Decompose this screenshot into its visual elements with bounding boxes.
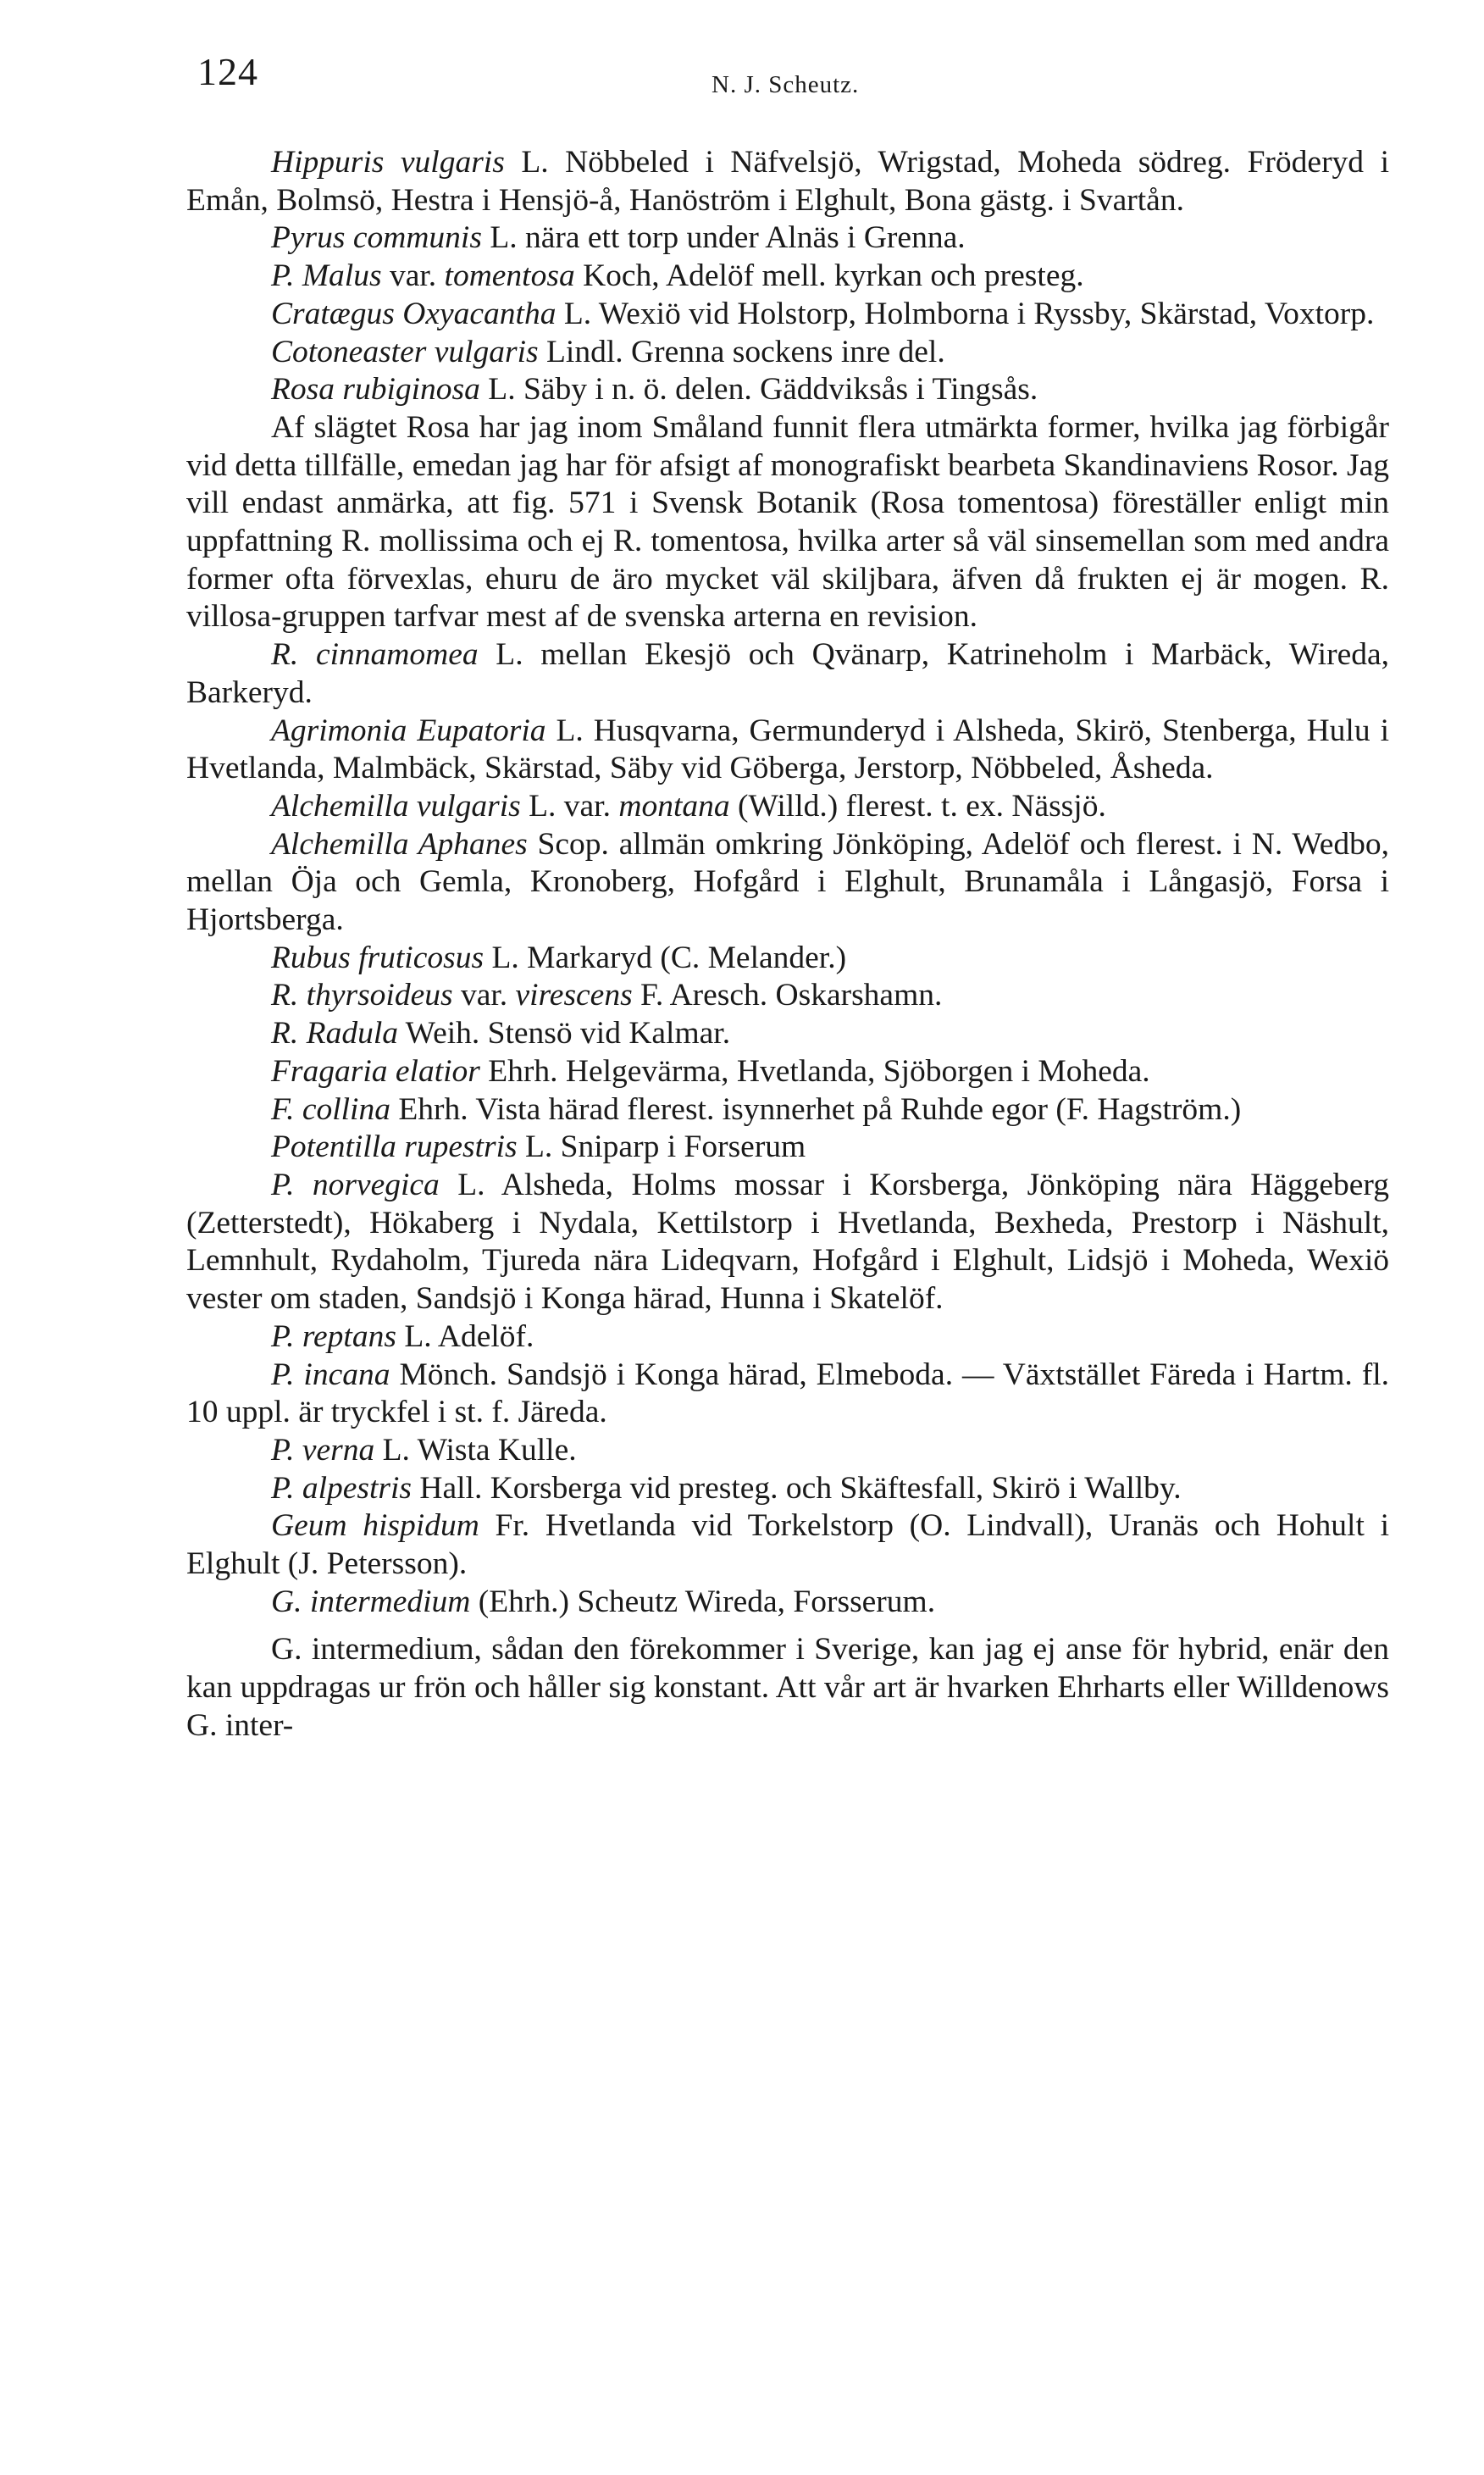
entry-potentilla-verna [186,1432,1389,1470]
entry-text: L. Säby i n. ö. delen. Gäddviksås i Tingsås. [479,372,1038,408]
taxon-name: Hippuris vulgaris [271,145,505,180]
body-text [186,144,1389,1745]
taxon-name: R. Radula [271,1016,398,1052]
taxon-name: Cotoneaster vulgaris [271,334,539,369]
taxon-name: Rubus fruticosus [271,940,485,975]
taxon-name: P. verna [271,1432,375,1468]
entry-text: L. Nöbbeled i Näfvelsjö, Wrigstad, Moheda södreg. Fröderyd i Emån, Bolmsö, Hestra i Hensjö-å, Hanöström i Elghult, Bona gästg. i Svartån. [186,145,1389,218]
entry-text-2: F. Aresch. Oskarshamn. [632,978,943,1013]
entry-agrimonia [186,713,1389,788]
entry-fragaria-elatior [186,1053,1389,1091]
entry-text: L. mellan Ekesjö och Qvänarp, Katrineholm i Marbäck, Wireda, Barkeryd. [186,637,1389,710]
entry-rubus-fruticosus [186,940,1389,978]
entry-text: L. Alsheda, Holms mossar i Korsberga, Jönköping nära Häggeberg (Zetterstedt), Hökaberg i Nydala, Kettilstorp i Hvetlanda, Bexheda, Prestorp i Näshult, Lemnhult, Rydaholm, Tjureda nära Lideqvarn, Hofgård i Elghult, Lidsjö i Moheda, Wexiö vester om staden, Sandsjö i Konga härad, Hunna i Skatelöf. [186,1167,1389,1317]
entry-rubus-thyrsoideus [186,977,1389,1015]
entry-potentilla-incana [186,1357,1389,1432]
taxon-name: Fragaria elatior [271,1053,480,1089]
page-number: 124 [197,50,258,93]
taxon-name: Rosa rubiginosa [271,372,480,408]
taxon-name: Agrimonia Eupatoria [271,713,546,748]
entry-hippuris [186,144,1389,219]
taxon-name: P. incana [271,1357,390,1392]
taxon-name: R. thyrsoideus [271,978,453,1013]
entry-text: Hall. Korsberga vid presteg. och Skäftesfall, Skirö i Wallby. [412,1470,1182,1506]
taxon-name: P. alpestris [271,1470,413,1506]
entry-pyrus-communis [186,219,1389,258]
entry-alchemilla-vulgaris [186,788,1389,826]
entry-potentilla-rupestris [186,1129,1389,1167]
entry-text: Mönch. Sandsjö i Konga härad, Elmeboda. — Växtstället Färeda i Hartm. fl. 10 uppl. är tryckfel i st. f. Järeda. [186,1357,1389,1430]
entry-text: L. Wista Kulle. [374,1432,577,1468]
entry-text: Fr. Hvetlanda vid Torkelstorp (O. Lindvall), Uranäs och Hohult i Elghult (J. Petersson). [186,1508,1389,1582]
taxon-name: Cratægus Oxyacantha [271,296,556,331]
entry-text: Ehrh. Vista härad flerest. isynnerhet på Ruhde egor (F. Hagström.) [390,1091,1242,1127]
entry-text: Weih. Stensö vid Kalmar. [397,1016,731,1052]
taxon-name: F. collina [271,1091,390,1127]
entry-text: (Ehrh.) Scheutz Wireda, Forsserum. [470,1584,936,1619]
entry-text: L. nära ett torp under Alnäs i Grenna. [481,220,966,256]
entry-potentilla-alpestris [186,1470,1389,1508]
entry-cotoneaster [186,334,1389,372]
entry-potentilla-norvegica [186,1167,1389,1318]
entry-text: L. Sniparp i Forserum [517,1129,806,1165]
entry-crataegus [186,296,1389,334]
entry-text: var. [381,258,445,294]
entry-rosa-cinnamomea [186,636,1389,712]
entry-text: var. [452,978,516,1013]
entry-potentilla-reptans [186,1318,1389,1357]
entry-geum-hispidum [186,1507,1389,1583]
entry-text: Ehrh. Helgevärma, Hvetlanda, Sjöborgen i Moheda. [479,1053,1150,1089]
entry-text: L. Adelöf. [396,1318,534,1354]
paragraph-rosa-note: Af slägtet Rosa har jag inom Småland funnit flera utmärkta former, hvilka jag förbigår vid detta tillfälle, emedan jag har för afsigt af monografiskt bearbeta Skandinaviens Rosor. Jag vill endast anmärka, att fig. 571 i Svensk Botanik (Rosa tomentosa) föreställer enligt min uppfattning R. mollissima och ej R. tomentosa, hvilka arter så väl sinsemellan som med andra former ofta förvexlas, ehuru de äro mycket väl skiljbara, äfven då frukten ej är mogen. R. villosa-gruppen tarfvar mest af de svenska arterna en revision. [186,409,1389,635]
entry-text: L. Husqvarna, Germunderyd i Alsheda, Skirö, Stenberga, Hulu i Hvetlanda, Malmbäck, Skärstad, Säby vid Göberga, Jerstorp, Nöbbeled, Åsheda. [186,713,1389,786]
entry-text: L. var. [520,788,619,824]
variety-name: virescens [515,978,633,1013]
taxon-name: Potentilla rupestris [271,1129,518,1165]
entry-text-2: (Willd.) flerest. t. ex. Nässjö. [729,788,1106,824]
taxon-name: Alchemilla Aphanes [271,826,528,862]
variety-name: montana [618,788,730,824]
taxon-name: G. intermedium [271,1584,471,1619]
entry-text: Scop. allmän omkring Jönköping, Adelöf och flerest. i N. Wedbo, mellan Öja och Gemla, Kronoberg, Hofgård i Elghult, Brunamåla i Långasjö, Forsa i Hjortsberga. [186,826,1389,938]
running-head: N. J. Scheutz. [712,71,860,98]
taxon-name: P. Malus [271,258,382,294]
variety-name: tomentosa [444,258,575,294]
entry-geum-intermedium [186,1584,1389,1622]
taxon-name: Pyrus communis [271,220,482,256]
entry-text-2: Koch, Adelöf mell. kyrkan och presteg. [574,258,1084,294]
taxon-name: P. reptans [271,1318,396,1354]
entry-rubus-radula [186,1015,1389,1053]
entry-alchemilla-aphanes [186,826,1389,940]
taxon-name: Geum hispidum [271,1508,479,1544]
taxon-name: Alchemilla vulgaris [271,788,521,824]
entry-text: L. Markaryd (C. Melander.) [484,940,847,975]
entry-fragaria-collina [186,1091,1389,1129]
entry-rosa-rubiginosa [186,371,1389,409]
taxon-name: R. cinnamomea [271,637,479,673]
entry-text: L. Wexiö vid Holstorp, Holmborna i Ryssby, Skärstad, Voxtorp. [556,296,1375,331]
paragraph-geum-note: G. intermedium, sådan den förekommer i Sverige, kan jag ej anse för hybrid, enär den kan uppdragas ur frön och håller sig konstant. Att vår art är hvarken Ehrharts eller Willdenows G. inter- [186,1632,1389,1743]
entry-pyrus-malus [186,258,1389,296]
taxon-name: P. norvegica [271,1167,440,1202]
entry-text: Lindl. Grenna sockens inre del. [538,334,945,369]
